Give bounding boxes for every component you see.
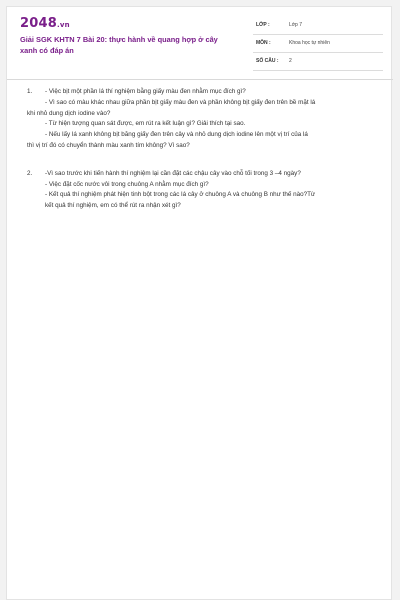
document-title: Giải SGK KHTN 7 Bài 20: thực hành về quang hợp ở cây xanh có đáp án [20, 35, 218, 55]
meta-value: Khoa học tự nhiên [289, 40, 330, 46]
document-meta [253, 17, 383, 71]
question-number: 1. [27, 88, 33, 95]
question-line: - Việc đặt cốc nước vôi trong chuông A nhằm mục đích gì? [45, 180, 209, 188]
question-line: thì vị trí đó có chuyển thành màu xanh tím không? Vì sao? [27, 141, 190, 149]
question-line: - Kết quả thí nghiệm phát hiện tinh bột trong các lá cây ở chuông A và chuông B như thế nào?Từ [45, 191, 316, 199]
question-line: - Nếu lấy lá xanh không bịt băng giấy đen trên cây và nhỏ dung dịch iodine lên một vị trí của lá [45, 131, 308, 139]
meta-label: MÔN : [256, 40, 271, 46]
question-line: -Vì sao trước khi tiến hành thí nghiệm lại cần đặt các chậu cây vào chỗ tối trong 3 –4 ngày? [45, 169, 301, 177]
question-number: 2. [27, 169, 33, 177]
meta-value: 2 [289, 58, 292, 64]
question-item [27, 87, 377, 152]
question-list [27, 87, 377, 229]
meta-row-grade [253, 17, 383, 35]
meta-label: LỚP : [256, 22, 270, 28]
question-item [27, 169, 377, 212]
question-line: kết quả thí nghiệm, em có thể rút ra nhận xét gì? [45, 202, 181, 210]
logo-main: 2048 [20, 16, 57, 31]
question-text [27, 87, 377, 152]
question-line: - Vì sao có màu khác nhau giữa phần bịt giấy màu đen và phần không bịt giấy đen trên bề mặt lá [45, 98, 316, 106]
site-logo[interactable] [20, 16, 70, 31]
question-line: - Việc bịt một phần lá thí nghiệm bằng giấy màu đen nhằm mục đích gì? [45, 88, 246, 95]
meta-label: SỐ CÂU : [256, 58, 279, 64]
meta-value: Lớp 7 [289, 22, 303, 28]
meta-row-subject [253, 35, 383, 53]
question-line: khi nhỏ dung dịch iodine vào? [27, 109, 111, 117]
question-text [45, 169, 377, 212]
meta-row-count [253, 53, 383, 71]
logo-suffix: .vn [56, 21, 70, 29]
question-line: - Từ hiện tượng quan sát được, em rút ra kết luận gì? Giải thích tại sao. [45, 120, 246, 128]
document-page [6, 6, 392, 600]
document-header [7, 7, 393, 80]
